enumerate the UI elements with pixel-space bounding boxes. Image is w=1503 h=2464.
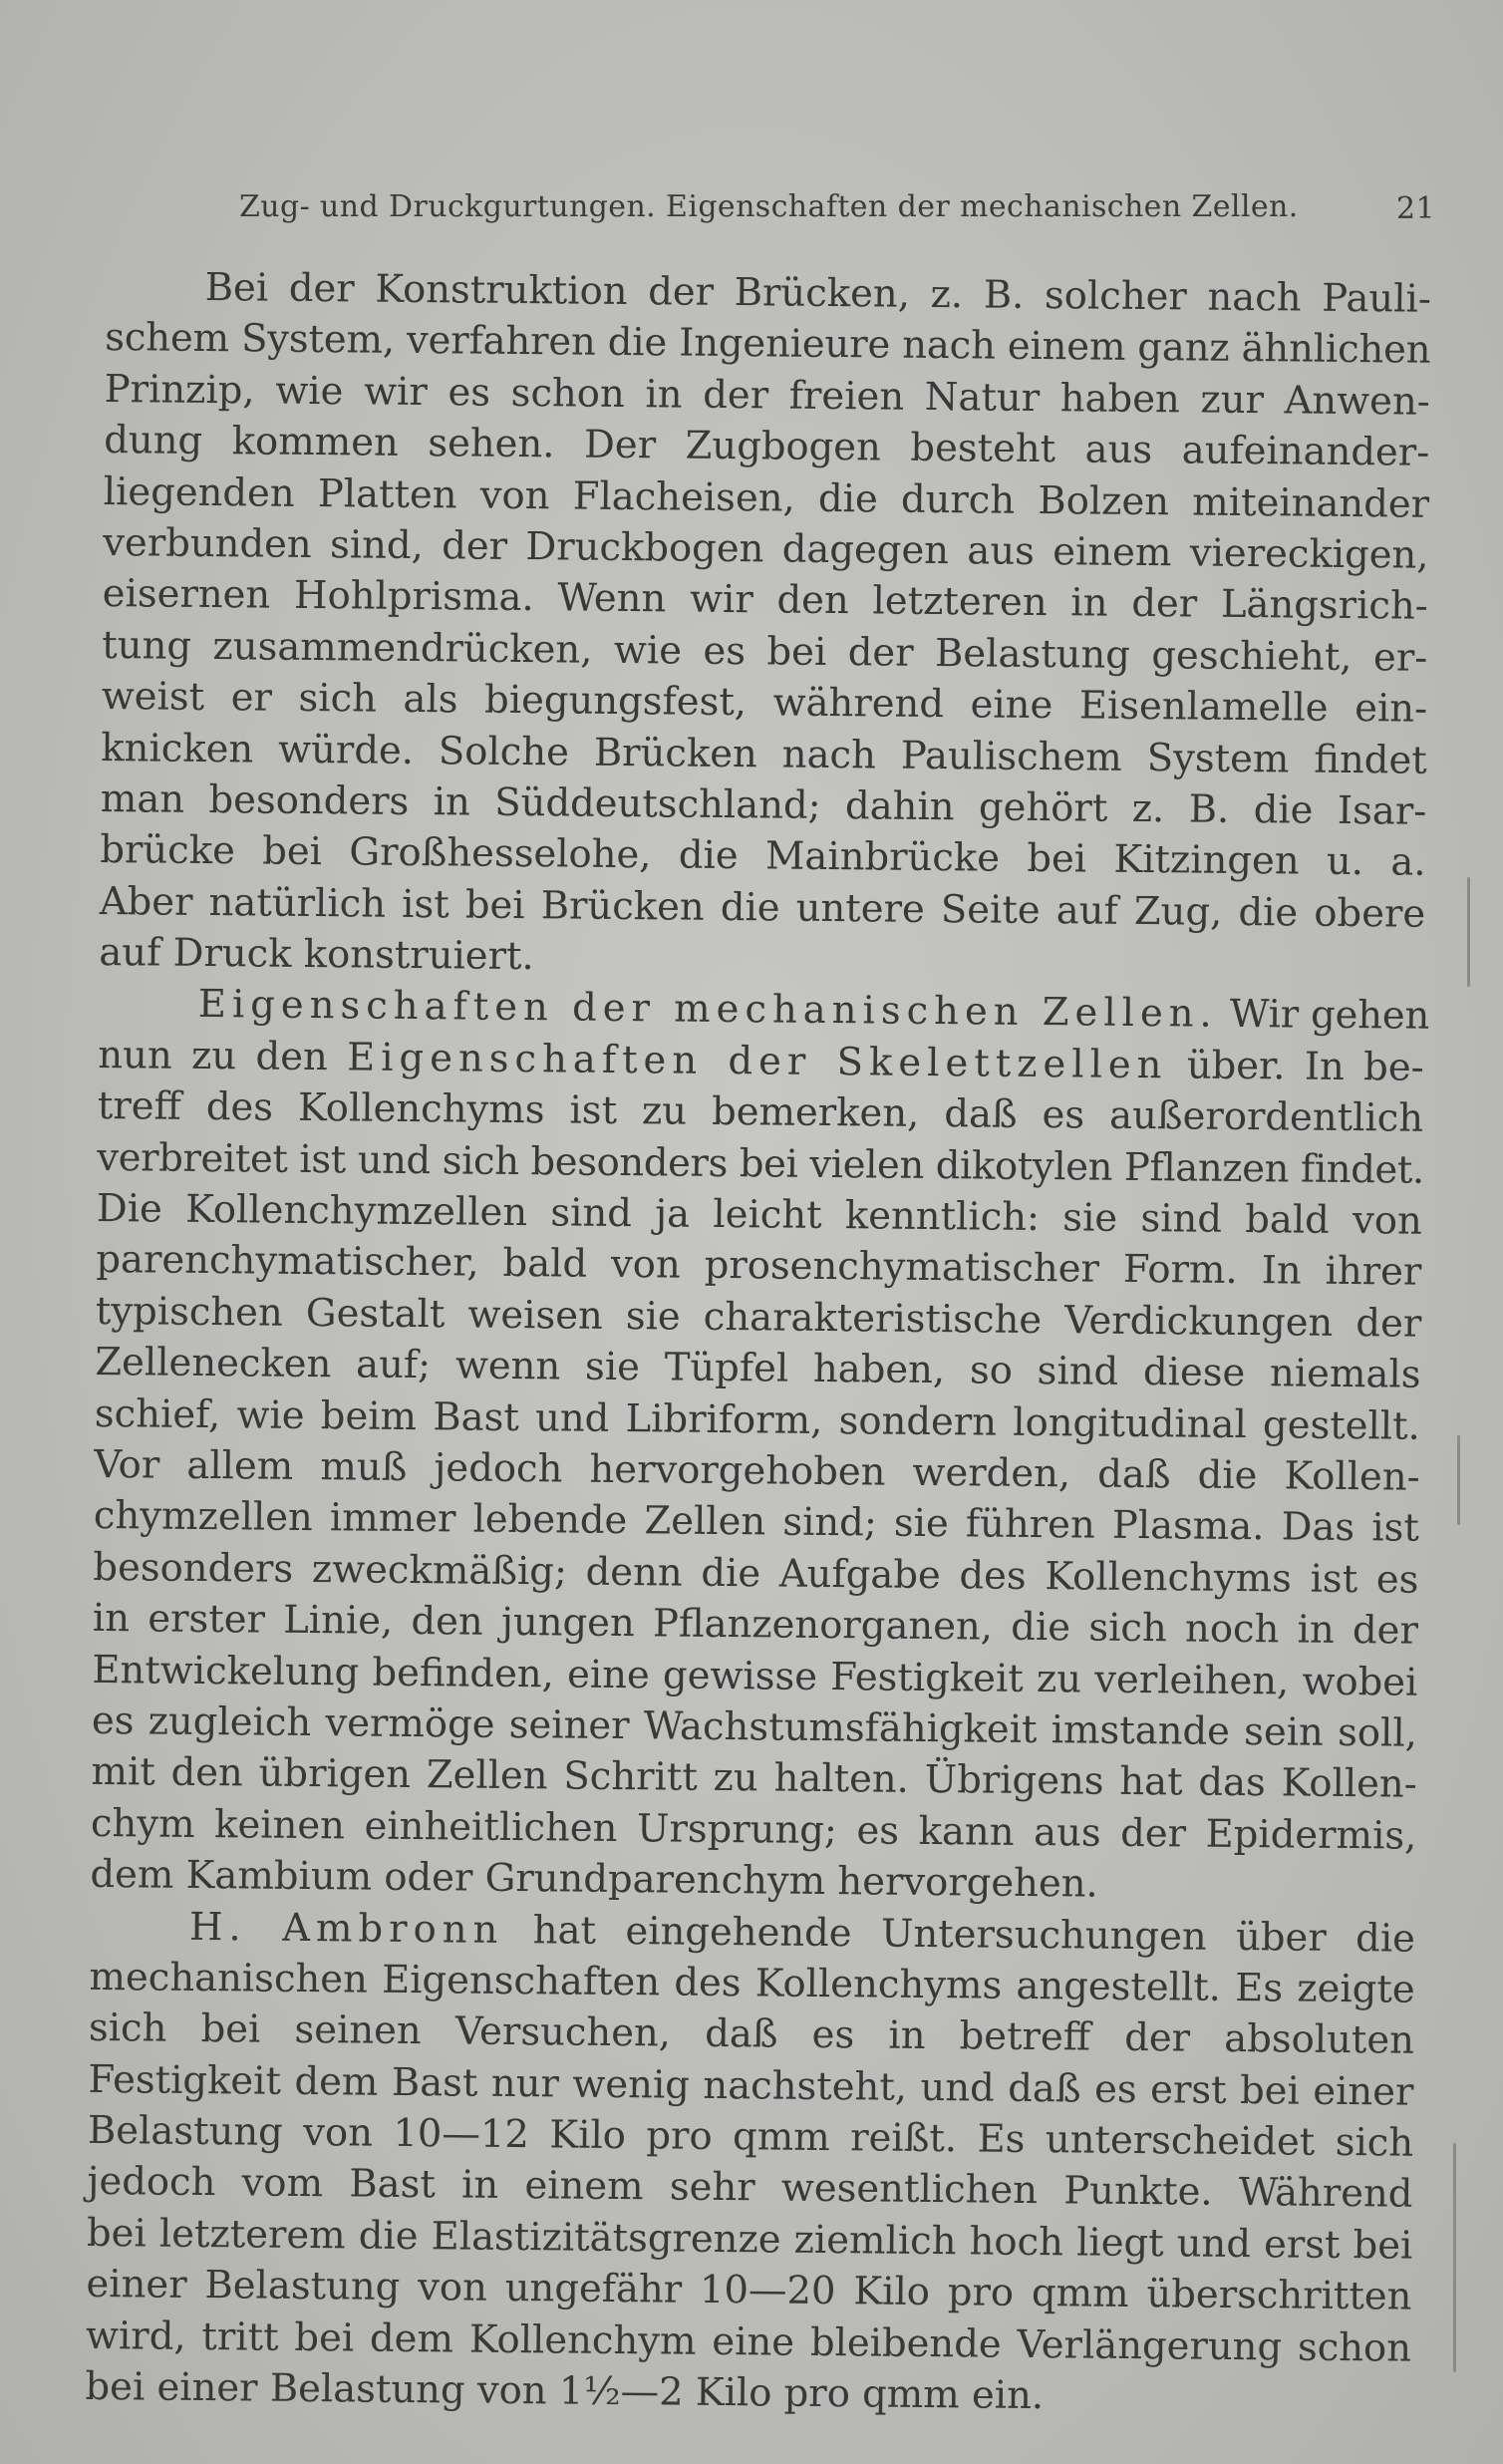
- text-line: chymzellen immer lebende Zellen sind; sie führen Plasma. Das ist: [93, 1493, 1420, 1552]
- text-line: eisernen Hohlprisma. Wenn wir den letzteren in der Längsrich-: [102, 571, 1428, 630]
- text-line: chym keinen einheitlichen Ursprung; es kann aus der Epidermis,: [90, 1800, 1417, 1859]
- running-head-title: Zug- und Druckgurtungen. Eigenschaften der mechanischen Zellen.: [239, 189, 1299, 224]
- paragraph-mechanical-cells: [90, 978, 1430, 1913]
- paragraph-ambronn: [85, 1900, 1415, 2425]
- text-line: es zugleich vermöge seiner Wachstumsfähigkeit imstande sein soll,: [91, 1697, 1418, 1756]
- text-line: in erster Linie, den jungen Pflanzenorganen, die sich noch in der: [92, 1596, 1419, 1654]
- page-edge-mark: [1467, 877, 1470, 987]
- page-edge-mark: [1457, 1435, 1460, 1525]
- author-name: H. Ambronn: [188, 1904, 504, 1953]
- text-line: bei einer Belastung von 1½—2 Kilo pro qmm ein.: [85, 2363, 1045, 2419]
- text-line: Zellenecken auf; wenn sie Tüpfel haben, so sind diese niemals: [95, 1340, 1421, 1397]
- text-line: Aber natürlich ist bei Brücken die untere Seite auf Zug, die obere: [99, 878, 1426, 937]
- text-line: typischen Gestalt weisen sie charakteristische Verdickungen der: [95, 1288, 1422, 1347]
- text-line: knicken würde. Solche Brücken nach Paulischem System findet: [101, 725, 1427, 783]
- text-line: dung kommen sehen. Der Zugbogen besteht aus aufeinander-: [104, 418, 1430, 475]
- text-fragment: über. In be-: [1167, 1043, 1424, 1090]
- text-line: Entwickelung befinden, eine gewisse Festigkeit zu verleihen, wobei: [92, 1647, 1418, 1705]
- text-line: jedoch vom Bast in einem sehr wesentlichen Punkte. Während: [87, 2159, 1413, 2218]
- paragraph-bridges: [99, 261, 1431, 991]
- text-line: dem Kambium oder Grundparenchym hervorgehen.: [90, 1852, 1098, 1907]
- text-line: liegenden Platten von Flacheisen, die durch Bolzen miteinander: [103, 468, 1430, 527]
- text-line: weist er sich als biegungsfest, während eine Eisenlamelle ein-: [101, 674, 1428, 732]
- text-line: Prinzip, wie wir es schon in der freien Natur haben zur Anwen-: [104, 366, 1430, 425]
- text-line: Festigkeit dem Bast nur wenig nachsteht, und daß es erst bei einer: [88, 2056, 1414, 2115]
- text-line: verbreitet ist und sich besonders bei vielen dikotylen Pflanzen findet.: [97, 1134, 1425, 1193]
- running-head: [239, 181, 1435, 241]
- text-line: einer Belastung von ungefähr 10—20 Kilo pro qmm überschritten: [86, 2262, 1412, 2319]
- page-number: 21: [1396, 191, 1435, 226]
- text-fragment: nun zu den: [98, 1032, 348, 1080]
- text-line: mechanischen Eigenschaften des Kollenchyms angestellt. Es zeigte: [89, 1954, 1415, 2012]
- text-line: parenchymatischer, bald von prosenchymatischer Form. In ihrer: [96, 1237, 1422, 1296]
- text-line: bei letzterem die Elastizitätsgrenze ziemlich hoch liegt und erst bei: [86, 2210, 1413, 2269]
- text-line: mit den übrigen Zellen Schritt zu halten. Übrigens hat das Kollen-: [91, 1749, 1417, 1808]
- text-line: schem System, verfahren die Ingenieure nach einem ganz ähnlichen: [105, 315, 1431, 374]
- text-line: Bei der Konstruktion der Brücken, z. B. solcher nach Pauli-: [204, 264, 1432, 322]
- text-line: Vor allem muß jedoch hervorgehoben werden, daß die Kollen-: [94, 1441, 1420, 1500]
- text-line: treff des Kollenchyms ist zu bemerken, daß es außerordentlich: [97, 1083, 1424, 1141]
- text-line: Die Kollenchymzellen sind ja leicht kenntlich: sie sind bald von: [96, 1185, 1423, 1244]
- spaced-emphasis: Eigenschaften der Skelettzellen: [346, 1035, 1168, 1088]
- section-heading: Eigenschaften der mechanischen Zellen.: [197, 982, 1218, 1038]
- text-line: sich bei seinen Versuchen, daß es in betreff der absoluten: [88, 2005, 1415, 2063]
- text-line: tung zusammendrücken, wie es bei der Belastung geschieht, er-: [102, 622, 1428, 681]
- text-line: verbunden sind, der Druckbogen dagegen aus einem viereckigen,: [103, 519, 1429, 578]
- text-line: man besonders in Süddeutschland; dahin gehört z. B. die Isar-: [100, 775, 1427, 834]
- text-line: wird, tritt bei dem Kollenchym eine bleibende Verlängerung schon: [85, 2312, 1412, 2371]
- text-line: besonders zweckmäßig; denn die Aufgabe des Kollenchyms ist es: [93, 1544, 1419, 1603]
- text-line: brücke bei Großhesselohe, die Mainbrücke bei Kitzingen u. a.: [100, 827, 1426, 886]
- text-fragment: hat eingehende Untersuchungen über die: [503, 1907, 1416, 1962]
- text-fragment: Wir gehen: [1217, 992, 1430, 1040]
- page-edge-mark: [1453, 2143, 1456, 2372]
- text-line: schief, wie beim Bast und Libriform, sondern longitudinal gestellt.: [94, 1390, 1421, 1449]
- body-text: [85, 261, 1431, 2425]
- text-line: auf Druck konstruiert.: [99, 930, 534, 980]
- text-line: Belastung von 10—12 Kilo pro qmm reißt. Es unterscheidet sich: [87, 2107, 1414, 2166]
